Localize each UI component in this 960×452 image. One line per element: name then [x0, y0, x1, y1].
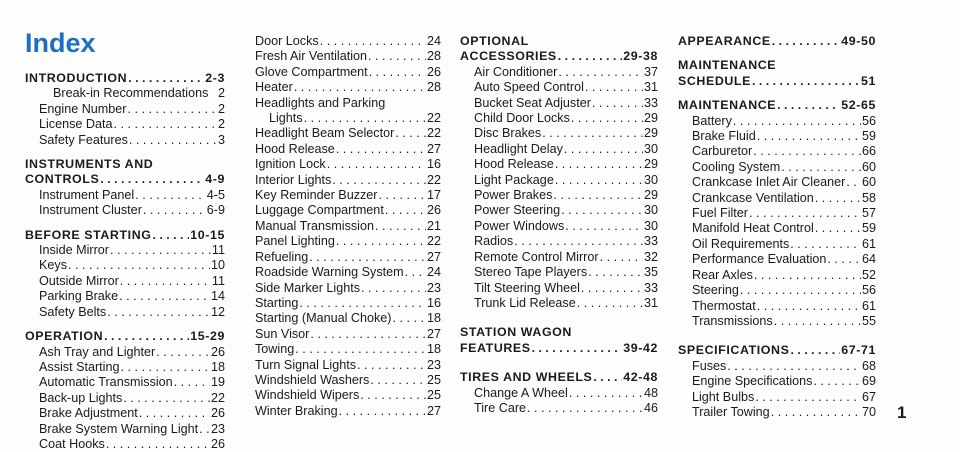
- section-introduction: INTRODUCTION . . . 2-3: [25, 71, 225, 86]
- section-wagon-line1: STATION WAGON: [460, 325, 572, 340]
- index-entry: License Data . . . 2: [25, 117, 225, 132]
- index-entry: Stereo Tape Players . . . 35: [460, 265, 658, 280]
- index-entry: Oil Requirements . . . 61: [678, 237, 876, 252]
- index-entry: Key Reminder Buzzer . . . 17: [255, 188, 441, 203]
- index-entry: Sun Visor . . . 27: [255, 327, 441, 342]
- index-entry: Door Locks . . . 24: [255, 34, 441, 49]
- index-entry: Child Door Locks . . . 29: [460, 111, 658, 126]
- index-entry: Panel Lighting . . . 22: [255, 234, 441, 249]
- index-entry: Change A Wheel . . . 48: [460, 386, 658, 401]
- index-entry: Light Bulbs . . . 67: [678, 390, 876, 405]
- index-entry: Starting (Manual Choke) . . . 18: [255, 311, 441, 326]
- index-entry: Fuses . . . 68: [678, 359, 876, 374]
- index-entry: Safety Features . . . 3: [25, 133, 225, 148]
- index-entry: Roadside Warning System . . . 24: [255, 265, 441, 280]
- section-tires: TIRES AND WHEELS . . . 42-48: [460, 370, 658, 385]
- section-instruments: CONTROLS . . . 4-9: [25, 172, 225, 187]
- index-entry: Winter Braking . . . 27: [255, 404, 441, 419]
- index-entry: Starting . . . 16: [255, 296, 441, 311]
- index-entry: Performance Evaluation . . . 64: [678, 252, 876, 267]
- index-title: Index: [25, 28, 96, 58]
- index-entry: Side Marker Lights . . . 23: [255, 281, 441, 296]
- section-maintenance: MAINTENANCE . . . 52-65: [678, 98, 876, 113]
- column-3: [460, 34, 658, 416]
- index-entry: Windshield Washers . . . 25: [255, 373, 441, 388]
- index-entry: Steering . . . 56: [678, 283, 876, 298]
- index-entry: Fresh Air Ventilation . . . 28: [255, 49, 441, 64]
- index-entry: Turn Signal Lights . . . 23: [255, 358, 441, 373]
- section-optional: ACCESSORIES . . . 29-38: [460, 49, 658, 64]
- index-entry: Towing . . . 18: [255, 342, 441, 357]
- index-entry: Keys . . . 10: [25, 258, 225, 273]
- section-appearance: APPEARANCE . . . 49-50: [678, 34, 876, 49]
- section-wagon: FEATURES . . . 39-42: [460, 341, 658, 356]
- index-entry: Headlight Beam Selector . . . 22: [255, 126, 441, 141]
- index-entry: Power Steering . . . 30: [460, 203, 658, 218]
- section-specifications: SPECIFICATIONS . . . 67-71: [678, 343, 876, 358]
- section-instruments-line1: INSTRUMENTS AND: [25, 157, 154, 172]
- index-entry: Windshield Wipers . . . 25: [255, 388, 441, 403]
- index-entry: Heater . . . 28: [255, 80, 441, 95]
- index-entry: Engine Number . . . 2: [25, 102, 225, 117]
- index-entry: Trailer Towing . . . 70: [678, 405, 876, 420]
- index-entry: Fuel Filter . . . 57: [678, 206, 876, 221]
- index-entry: Brake System Warning Light . . . 23: [25, 422, 225, 437]
- index-entry: Parking Brake . . . 14: [25, 289, 225, 304]
- page-number: 1: [897, 403, 907, 422]
- index-entry: Auto Speed Control . . . 31: [460, 80, 658, 95]
- section-optional-line1: OPTIONAL: [460, 34, 529, 48]
- index-entry: Headlight Delay . . . 30: [460, 142, 658, 157]
- index-entry: Brake Fluid . . . 59: [678, 129, 876, 144]
- index-entry: Thermostat . . . 61: [678, 299, 876, 314]
- index-entry: Crankcase Inlet Air Cleaner . . . 60: [678, 175, 876, 190]
- index-entry: Disc Brakes . . . 29: [460, 126, 658, 141]
- column-2: [255, 34, 441, 419]
- index-entry: Outside Mirror . . . 11: [25, 274, 225, 289]
- section-maint-schedule: SCHEDULE . . . 51: [678, 74, 876, 89]
- index-entry: Hood Release . . . 27: [255, 142, 441, 157]
- index-entry: Refueling . . . 27: [255, 250, 441, 265]
- index-entry: Power Brakes . . . 29: [460, 188, 658, 203]
- index-entry: Transmissions . . . 55: [678, 314, 876, 329]
- index-entry: Air Conditioner . . . 37: [460, 65, 658, 80]
- section-maint-schedule-line1: MAINTENANCE: [678, 58, 777, 73]
- index-entry: Inside Mirror . . . 11: [25, 243, 225, 258]
- index-entry: Instrument Cluster . . . 6-9: [25, 203, 225, 218]
- index-entry: Carburetor . . . 66: [678, 144, 876, 159]
- index-entry: Battery . . . 56: [678, 114, 876, 129]
- index-entry: Lights . . . 22: [255, 111, 441, 126]
- index-entry: Break-in Recommendations 2: [53, 86, 225, 101]
- index-entry: Luggage Compartment . . . 26: [255, 203, 441, 218]
- index-entry: Manifold Heat Control . . . 59: [678, 221, 876, 236]
- index-entry: Crankcase Ventilation . . . 58: [678, 191, 876, 206]
- index-entry: Ash Tray and Lighter . . . 26: [25, 345, 225, 360]
- index-entry: Tilt Steering Wheel . . . 33: [460, 281, 658, 296]
- index-entry-line1: Headlights and Parking: [255, 95, 386, 110]
- index-entry: Automatic Transmission . . . 19: [25, 375, 225, 390]
- index-entry: Glove Compartment . . . 26: [255, 65, 441, 80]
- index-entry: Instrument Panel . . . 4-5: [25, 188, 225, 203]
- index-entry: Back-up Lights . . . 22: [25, 391, 225, 406]
- column-1: [25, 71, 225, 452]
- index-entry: Tire Care . . . 46: [460, 401, 658, 416]
- section-before-starting: BEFORE STARTING . . . 10-15: [25, 228, 225, 243]
- index-entry: Radios . . . 33: [460, 234, 658, 249]
- index-entry: Assist Starting . . . 18: [25, 360, 225, 375]
- index-entry: Light Package . . . 30: [460, 173, 658, 188]
- index-entry: Remote Control Mirror . . . 32: [460, 250, 658, 265]
- index-entry: Brake Adjustment . . . 26: [25, 406, 225, 421]
- index-entry: Cooling System . . . 60: [678, 160, 876, 175]
- column-4: [678, 34, 876, 420]
- index-entry: Trunk Lid Release . . . 31: [460, 296, 658, 311]
- index-entry: Manual Transmission . . . 21: [255, 219, 441, 234]
- section-operation: OPERATION . . . 15-29: [25, 329, 225, 344]
- index-entry: Hood Release . . . 29: [460, 157, 658, 172]
- index-entry: Safety Belts . . . 12: [25, 305, 225, 320]
- index-entry: Engine Specifications . . . 69: [678, 374, 876, 389]
- index-entry: Ignition Lock . . . 16: [255, 157, 441, 172]
- index-entry: Power Windows . . . 30: [460, 219, 658, 234]
- index-entry: Bucket Seat Adjuster . . . 33: [460, 96, 658, 111]
- index-entry: Coat Hooks . . . 26: [25, 437, 225, 452]
- index-entry: Interior Lights . . . 22: [255, 173, 441, 188]
- index-entry: Rear Axles . . . 52: [678, 268, 876, 283]
